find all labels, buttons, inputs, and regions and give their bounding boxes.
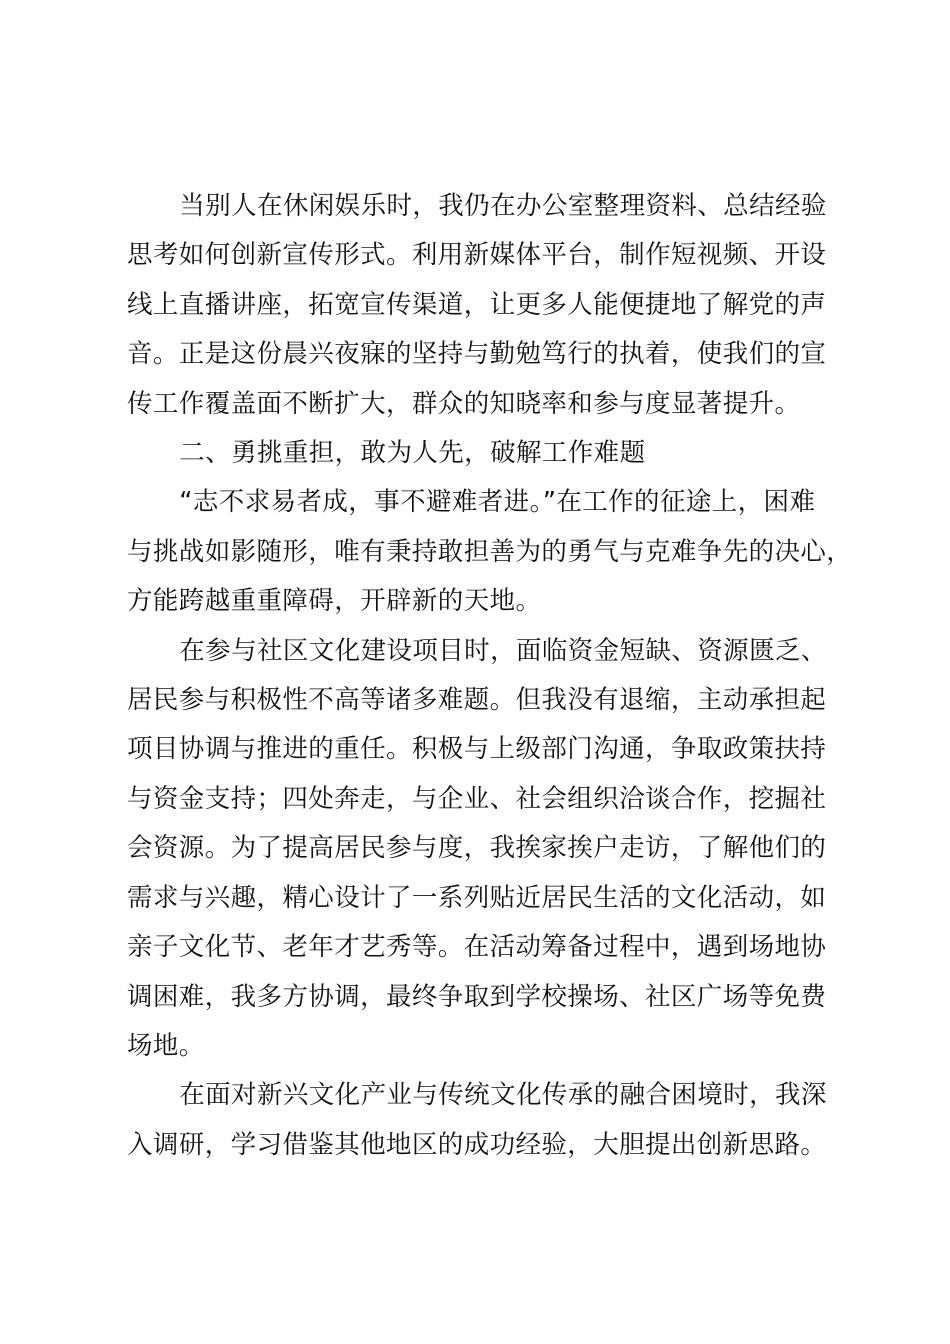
text-line: 入调研，学习借鉴其他地区的成功经验，大胆提出创新思路。 bbox=[127, 1129, 827, 1160]
text-line: 与挑战如影随形，唯有秉持敢担善为的勇气与克难争先的决心， bbox=[127, 536, 853, 567]
text-line: 场地。 bbox=[127, 1030, 205, 1061]
text-line: 居民参与积极性不高等诸多难题。但我没有退缩，主动承担起 bbox=[127, 685, 827, 716]
text-line: 与资金支持；四处奔走，与企业、社会组织洽谈合作，挖掘社 bbox=[127, 783, 827, 814]
text-line: 在参与社区文化建设项目时，面临资金短缺、资源匮乏、 bbox=[179, 635, 827, 666]
heading-line: 二、勇挑重担，敢为人先，破解工作难题 bbox=[179, 438, 646, 469]
text-line: 传工作覆盖面不断扩大，群众的知晓率和参与度显著提升。 bbox=[127, 388, 801, 419]
text-line: 思考如何创新宣传形式。利用新媒体平台，制作短视频、开设 bbox=[127, 240, 827, 271]
paragraph-3 bbox=[127, 627, 837, 1072]
text-line: 音。正是这份晨兴夜寐的坚持与勤勉笃行的执着，使我们的宣 bbox=[127, 339, 827, 370]
text-line: 亲子文化节、老年才艺秀等。在活动筹备过程中，遇到场地协 bbox=[127, 932, 827, 963]
text-line: 需求与兴趣，精心设计了一系列贴近居民生活的文化活动，如 bbox=[127, 882, 827, 913]
text-line: 项目协调与推进的重任。积极与上级部门沟通，争取政策扶持 bbox=[127, 734, 827, 765]
document-body bbox=[127, 182, 853, 1170]
text-line: 线上直播讲座，拓宽宣传渠道，让更多人能便捷地了解党的声 bbox=[127, 289, 827, 320]
text-line: 方能跨越重重障碍，开辟新的天地。 bbox=[127, 586, 542, 617]
text-line: “志不求易者成，事不避难者进。”在工作的征途上，困难 bbox=[179, 487, 816, 518]
text-line: 在面对新兴文化产业与传统文化传承的融合困境时，我深 bbox=[179, 1080, 827, 1111]
text-line: 当别人在休闲娱乐时，我仍在办公室整理资料、总结经验 bbox=[179, 191, 827, 221]
text-line: 会资源。为了提高居民参与度，我挨家挨户走访，了解他们的 bbox=[127, 833, 827, 864]
section-heading bbox=[127, 429, 837, 478]
paragraph-2 bbox=[127, 478, 853, 626]
text-line: 调困难，我多方协调，最终争取到学校操场、社区广场等免费 bbox=[127, 981, 827, 1012]
paragraph-4 bbox=[127, 1071, 837, 1170]
paragraph-1 bbox=[127, 182, 837, 429]
